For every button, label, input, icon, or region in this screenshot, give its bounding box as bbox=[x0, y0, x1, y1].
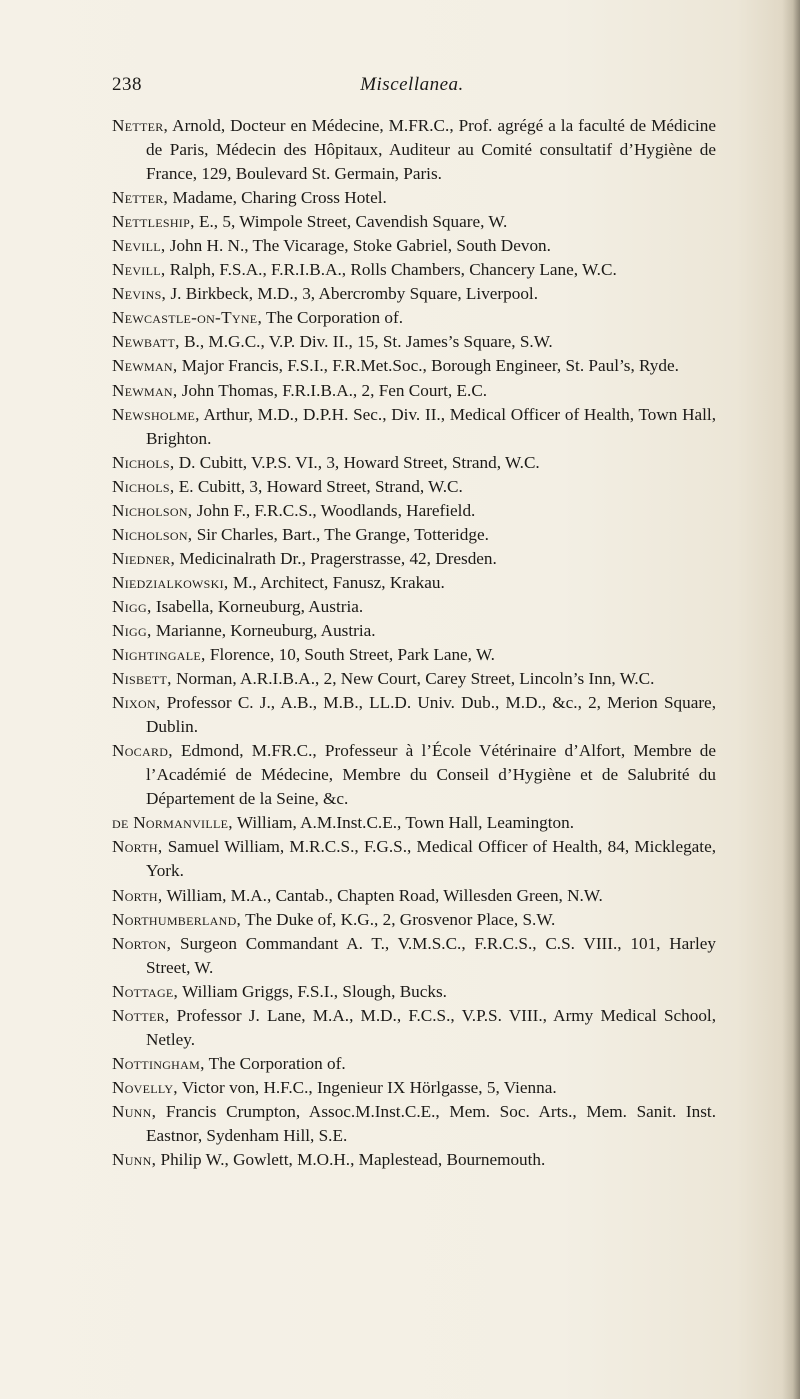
entry-details: E. Cubitt, 3, Howard Street, Strand, W.C. bbox=[174, 476, 463, 496]
entry-details: William Griggs, F.S.I., Slough, Bucks. bbox=[178, 981, 447, 1001]
directory-entry bbox=[112, 908, 716, 932]
entry-details: John H. N., The Vicarage, Stoke Gabriel, South Devon. bbox=[165, 236, 551, 256]
entry-details: Victor von, H.F.C., Ingenieur IX Hörlgasse, 5, Vienna. bbox=[177, 1077, 557, 1097]
directory-entry bbox=[112, 499, 716, 523]
entry-surname: Nunn, bbox=[112, 1101, 157, 1121]
entry-details: Edmond, M.FR.C., Professeur à l’École Vétérinaire d’Alfort, Membre de l’Académié de Médecine, Membre du Conseil d’Hygiène et de Salubrité du Département de la Seine, &c. bbox=[146, 741, 716, 809]
directory-entry bbox=[112, 980, 716, 1004]
entry-surname: Nisbett, bbox=[112, 669, 172, 689]
directory-entry bbox=[112, 354, 716, 378]
entry-surname: Newman, bbox=[112, 380, 178, 400]
entry-surname: Newcastle-on-Tyne, bbox=[112, 308, 263, 328]
entry-details: Francis Crumpton, Assoc.M.Inst.C.E., Mem. Soc. Arts., Mem. Sanit. Inst. Eastnor, Sydenham Hill, S.E. bbox=[146, 1101, 716, 1145]
entry-surname: Nevins, bbox=[112, 284, 167, 304]
directory-entry bbox=[112, 258, 716, 282]
directory-entry bbox=[112, 811, 716, 835]
entry-details: J. Birkbeck, M.D., 3, Abercromby Square, Liverpool. bbox=[166, 284, 539, 304]
entry-details: Isabella, Korneuburg, Austria. bbox=[151, 596, 364, 616]
directory-entry bbox=[112, 451, 716, 475]
directory-entry bbox=[112, 691, 716, 739]
entry-details: Sir Charles, Bart., The Grange, Totteridge. bbox=[192, 524, 489, 544]
directory-entry bbox=[112, 643, 716, 667]
entry-surname: North, bbox=[112, 885, 163, 905]
entry-surname: Niedner, bbox=[112, 548, 176, 568]
directory-entry bbox=[112, 114, 716, 186]
directory-entry bbox=[112, 1076, 716, 1100]
entry-surname: Nettleship, bbox=[112, 212, 195, 232]
page-number: 238 bbox=[112, 74, 142, 95]
entry-surname: Newman, bbox=[112, 356, 178, 376]
entry-surname: North, bbox=[112, 837, 163, 857]
entry-surname: Netter, bbox=[112, 188, 169, 208]
entry-details: Major Francis, F.S.I., F.R.Met.Soc., Borough Engineer, St. Paul’s, Ryde. bbox=[177, 356, 679, 376]
entry-surname: Nocard, bbox=[112, 741, 173, 761]
entry-details: B., M.G.C., V.P. Div. II., 15, St. James’s Square, S.W. bbox=[179, 332, 553, 352]
directory-entry bbox=[112, 547, 716, 571]
entry-surname: Nixon, bbox=[112, 693, 161, 713]
directory-entry bbox=[112, 595, 716, 619]
entry-surname: Netter, bbox=[112, 116, 169, 135]
directory-entry bbox=[112, 1004, 716, 1052]
entry-surname: Nicholson, bbox=[112, 524, 193, 544]
entry-surname: Nigg, bbox=[112, 620, 152, 640]
entry-details: Professor J. Lane, M.A., M.D., F.C.S., V.P.S. VIII., Army Medical School, Netley. bbox=[146, 1005, 716, 1049]
directory-entry bbox=[112, 739, 716, 811]
directory-entry bbox=[112, 330, 716, 354]
entry-details: D. Cubitt, V.P.S. VI., 3, Howard Street, Strand, W.C. bbox=[174, 452, 540, 472]
entry-details: William, M.A., Cantab., Chapten Road, Willesden Green, N.W. bbox=[162, 885, 603, 905]
directory-entry bbox=[112, 379, 716, 403]
entry-details: Surgeon Commandant A. T., V.M.S.C., F.R.C.S., C.S. VIII., 101, Harley Street, W. bbox=[146, 933, 716, 977]
entry-surname: Newsholme, bbox=[112, 404, 200, 424]
entry-surname: Norton, bbox=[112, 933, 172, 953]
entry-surname: Nottage, bbox=[112, 981, 179, 1001]
entry-details: Professor C. J., A.B., M.B., LL.D. Univ. Dub., M.D., &c., 2, Merion Square, Dublin. bbox=[146, 693, 716, 737]
entry-details: Madame, Charing Cross Hotel. bbox=[168, 188, 387, 208]
entry-surname: Nevill, bbox=[112, 236, 166, 256]
entry-surname: Nunn, bbox=[112, 1150, 157, 1170]
entry-details: John Thomas, F.R.I.B.A., 2, Fen Court, E.C. bbox=[177, 380, 488, 400]
page-edge-shadow bbox=[782, 0, 800, 1399]
entry-prefix: de bbox=[112, 813, 134, 833]
entry-details: Marianne, Korneuburg, Austria. bbox=[151, 620, 376, 640]
entry-details: Florence, 10, South Street, Park Lane, W. bbox=[205, 645, 495, 665]
directory-entries bbox=[112, 114, 716, 1172]
entry-details: Arthur, M.D., D.P.H. Sec., Div. II., Medical Officer of Health, Town Hall, Brighton. bbox=[146, 404, 716, 448]
directory-entry bbox=[112, 475, 716, 499]
directory-entry bbox=[112, 403, 716, 451]
entry-surname: Nichols, bbox=[112, 476, 175, 496]
entry-details: Norman, A.R.I.B.A., 2, New Court, Carey Street, Lincoln’s Inn, W.C. bbox=[171, 669, 655, 689]
directory-entry bbox=[112, 884, 716, 908]
directory-entry bbox=[112, 1148, 716, 1172]
entry-surname: Nigg, bbox=[112, 596, 152, 616]
entry-details: John F., F.R.C.S., Woodlands, Harefield. bbox=[192, 500, 476, 520]
directory-entry bbox=[112, 306, 716, 330]
entry-surname: Nevill, bbox=[112, 260, 166, 280]
directory-entry bbox=[112, 282, 716, 306]
directory-entry bbox=[112, 571, 716, 595]
running-head bbox=[112, 74, 712, 104]
directory-entry bbox=[112, 523, 716, 547]
entry-details: E., 5, Wimpole Street, Cavendish Square, W. bbox=[194, 212, 508, 232]
directory-entry bbox=[112, 210, 716, 234]
entry-details: Ralph, F.S.A., F.R.I.B.A., Rolls Chambers, Chancery Lane, W.C. bbox=[165, 260, 617, 280]
directory-entry bbox=[112, 186, 716, 210]
entry-surname: Normanville, bbox=[133, 813, 233, 833]
directory-entry bbox=[112, 619, 716, 643]
entry-details: Medicinalrath Dr., Pragerstrasse, 42, Dresden. bbox=[175, 548, 497, 568]
entry-details: William, A.M.Inst.C.E., Town Hall, Leamington. bbox=[232, 813, 575, 833]
entry-details: Samuel William, M.R.C.S., F.G.S., Medical Officer of Health, 84, Micklegate, York. bbox=[146, 837, 716, 881]
entry-surname: Northumberland, bbox=[112, 909, 242, 929]
entry-surname: Nightingale, bbox=[112, 645, 206, 665]
directory-entry bbox=[112, 835, 716, 883]
directory-entry bbox=[112, 667, 716, 691]
entry-surname: Nottingham, bbox=[112, 1053, 205, 1073]
entry-details: The Duke of, K.G., 2, Grosvenor Place, S.W. bbox=[241, 909, 556, 929]
entry-details: The Corporation of. bbox=[204, 1053, 346, 1073]
entry-surname: Nichols, bbox=[112, 452, 175, 472]
running-title: Miscellanea. bbox=[360, 74, 464, 95]
entry-surname: Notter, bbox=[112, 1005, 170, 1025]
directory-entry bbox=[112, 234, 716, 258]
entry-surname: Novelly, bbox=[112, 1077, 178, 1097]
entry-details: Philip W., Gowlett, M.O.H., Maplestead, Bournemouth. bbox=[156, 1150, 546, 1170]
entry-details: M., Architect, Fanusz, Krakau. bbox=[228, 572, 445, 592]
entry-details: Arnold, Docteur en Médecine, M.FR.C., Prof. agrégé a la faculté de Médicine de Paris, Médecin des Hôpitaux, Auditeur au Comité consultatif d’Hygiène de France, 129, Boulevard St. Germain, Paris. bbox=[146, 116, 716, 184]
directory-entry bbox=[112, 1052, 716, 1076]
directory-entry bbox=[112, 1100, 716, 1148]
entry-surname: Nicholson, bbox=[112, 500, 193, 520]
entry-surname: Niedzialkowski, bbox=[112, 572, 229, 592]
entry-details: The Corporation of. bbox=[262, 308, 404, 328]
entry-surname: Newbatt, bbox=[112, 332, 180, 352]
directory-entry bbox=[112, 932, 716, 980]
